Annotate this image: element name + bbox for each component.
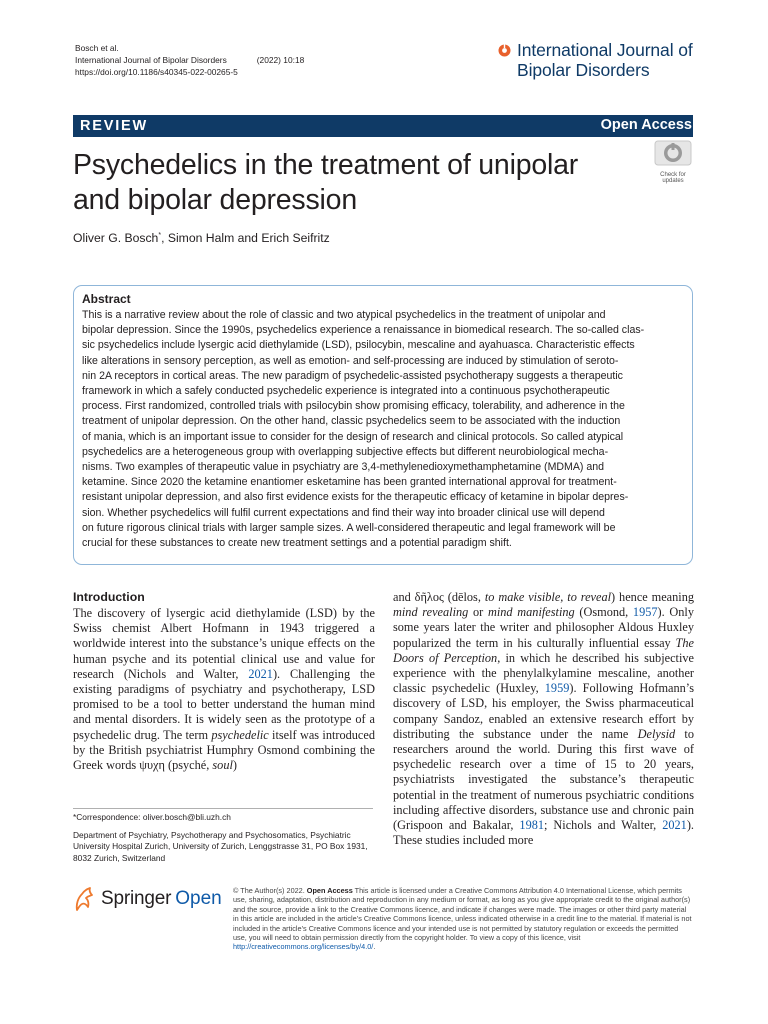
text-run: The discovery of lysergic acid diethylamide (LSD) by the Swiss chemist Albert Hofmann in 1943 triggered a worldwide interest into the substance’s unique effects on the human psyche and its potential clinical use and value for research (Nichols and Walter, (73, 606, 375, 681)
check-for-updates-icon (654, 140, 692, 166)
license-link[interactable]: http://creativecommons.org/licenses/by/4.0/ (233, 942, 374, 952)
article-title (73, 148, 633, 218)
corresponding-mark: * (158, 231, 162, 239)
italic-term: mind manifesting (487, 605, 575, 620)
abstract-line: resistant unipolar depression, and also first evidence exists for the therapeutic efficacy of ketamine in bipolar depres- (82, 491, 629, 504)
first-author[interactable]: Oliver G. Bosch (73, 231, 159, 245)
abstract-line: ketamine. Since 2020 the ketamine enantiomer esketamine has been granted international approval for treatment- (82, 476, 617, 489)
journal-brand-line2: Bipolar Disorders (517, 60, 650, 80)
italic-term: psychedelic (211, 727, 269, 742)
year-volume: (2022) 10:18 (256, 55, 305, 66)
abstract-line: nisms. Two examples of therapeutic value in psychiatry are 3,4-methylenedioxymethamphetamine (MDMA) and (82, 461, 605, 474)
text-run: This article is licensed under a Creative Commons Attribution 4.0 International License, which permits use, sharing, adaptation, distribution and reproduction in any medium or format, as long as you give appropriate credit to the original author(s) and the source, provide a link to the Creative Commons licence, and indicate if changes were made. The images or other third party material in this article are included in the article’s Creative Commons licence, unless indicated otherwise in a credit line to the material. If material is not included in the article’s Creative Commons licence and your intended use is not permitted by statutory regulation or exceeds the permitted use, you will need to obtain permission directly from the copyright holder. To view a copy of this licence, visit (233, 886, 692, 943)
springer-horse-icon (73, 886, 95, 912)
text-run: ) (232, 758, 237, 773)
affiliation-note: Department of Psychiatry, Psychotherapy and Psychosomatics, Psychiatric University Hospital Zurich, University of Zurich, Lenggstrasse 31, PO Box 1931, 8032 Zurich, Switzerland (73, 830, 368, 863)
citation-link[interactable]: 2021 (662, 818, 687, 833)
check-for-updates-line2: updates (662, 178, 684, 185)
abstract-line: sic psychedelics include lysergic acid diethylamide (LSD), psilocybin, mescaline and ayahuasca. Characteristic effects (82, 339, 635, 352)
abstract-line: bipolar depression. Since the 1990s, psychedelics experience a renaissance in biomedical research. The so-called clas- (82, 324, 645, 337)
journal-brand-line1: International Journal of (517, 40, 693, 60)
footnote-divider (73, 808, 373, 809)
text-run: ; Nichols and Walter, (544, 818, 663, 833)
abstract-line: This is a narrative review about the role of classic and two atypical psychedelics in the treatment of unipolar and (82, 309, 606, 321)
check-for-updates-line1: Check for (660, 172, 686, 178)
license-statement (233, 886, 693, 952)
abstract-line: of mania, which is an important issue to consider for the design of research and clinical protocols. So called atypical (82, 430, 624, 443)
title-line-1: Psychedelics in the treatment of unipolar (73, 149, 579, 181)
text-run: . (373, 942, 376, 952)
text-run: , in which he described his subjective experience with the phenylalkylamine mescaline, another classic psychedelic (Huxley, (393, 650, 694, 696)
article-type-label: REVIEW (80, 118, 148, 134)
text-run: (Osmond, (574, 605, 633, 620)
italic-term: soul (212, 758, 233, 773)
italic-term: to make visible, to reveal (484, 590, 612, 604)
introduction-heading: Introduction (73, 590, 145, 604)
title-line-2: and bipolar depression (73, 184, 357, 216)
journal-logo-icon (498, 44, 511, 57)
text-run: © The Author(s) 2022. (233, 886, 307, 895)
text-run: ). Following Hofmann’s discovery of LSD, his employer, the Swiss pharmaceutical company Sandoz, enabled an extensive research effort by distributing the substance under the name (393, 681, 694, 741)
abstract-line: nin 2A receptors in cortical areas. The new paradigm of psychedelic-assisted psychotherapy suggests a therapeutic (82, 369, 623, 382)
citation-link[interactable]: 1959 (544, 681, 570, 696)
text-run: ). These studies included more (393, 818, 694, 848)
publisher-name: Springer (101, 888, 172, 909)
abstract-line: treatment of unipolar depression. On the other hand, classic psychedelics seem to be associated with the induction (82, 415, 621, 428)
citation-link[interactable]: 1981 (519, 818, 545, 833)
journal-line: International Journal of Bipolar Disorders (75, 55, 227, 66)
check-for-updates-badge[interactable] (654, 140, 692, 185)
publisher-suffix: Open (175, 888, 222, 909)
journal-brand[interactable] (498, 40, 693, 80)
text-run: and δῆλος (dēlos, (393, 590, 485, 604)
open-access-bold: Open Access (306, 886, 353, 895)
author-line: Bosch et al. (75, 43, 119, 53)
open-access-label: Open Access (600, 117, 692, 133)
introduction-continuation (393, 590, 694, 848)
text-run: or (468, 605, 488, 620)
italic-term: mind revealing (393, 605, 469, 620)
abstract-line: framework in which a safely conducted psychedelic experience is integrated into a continuous psychotherapeutic (82, 385, 610, 398)
abstract-line: like alterations in sensory perception, as well as emotion- and self-processing are induced by stimulation of seroto- (82, 354, 619, 367)
text-run: ) hence meaning (611, 590, 694, 604)
introduction-paragraph (73, 606, 375, 773)
citation-link[interactable]: 2021 (248, 666, 273, 681)
publisher-logo[interactable] (73, 886, 222, 912)
abstract-line: on future rigorous clinical trials with larger sample sizes. A well-considered therapeutic and legal framework will be (82, 521, 616, 534)
doi-link[interactable]: https://doi.org/10.1186/s40345-022-00265-5 (75, 67, 238, 78)
abstract-body (82, 308, 684, 551)
text-run: to researchers around the world. During this first wave of psychedelic research over a time of 15 to 20 years, psychiatrists investigated the substance’s therapeutic potential in the treatment of numerous psychiatric conditions including affective disorders, substance use and chronic pain (Grispoon and Bakalar, (393, 726, 694, 833)
correspondence-note[interactable]: *Correspondence: oliver.bosch@bli.uzh.ch (73, 812, 231, 822)
author-list (73, 231, 330, 245)
text-run: itself was introduced by the British psychiatrist Humphry Osmond combining the Greek words ψυχη (psyché, (73, 727, 375, 773)
abstract-line: crucial for these substances to create new treatment settings and a potential paradigm shift. (82, 537, 512, 550)
italic-term: The Doors of Perception (393, 635, 694, 665)
citation-link[interactable]: 1957 (632, 605, 658, 620)
text-run: ). Challenging the existing paradigms of psychiatry and psychotherapy, LSD promised to be a tool to better understand the human mind and mental disorders. It is widely seen as the prototype of a psychedelic drug. The term (73, 666, 375, 742)
running-header (75, 42, 304, 79)
italic-term: Delysid (637, 726, 676, 741)
abstract-line: process. First randomized, controlled trials with psilocybin show promising efficacy, tolerability, and adherence in the (82, 400, 625, 413)
abstract-heading: Abstract (82, 292, 131, 306)
abstract-line: psychedelics are a heterogeneous group with overlapping subjective effects but different neurobiological mecha- (82, 445, 609, 458)
other-authors: , Simon Halm and Erich Seifritz (161, 231, 330, 245)
abstract-line: sion. Whether psychedelics will fulfil current expectations and find their way into broader clinical use will depend (82, 506, 605, 519)
text-run: ). Only some years later the writer and philosopher Aldous Huxley popularized the term in his culturally influential essay (393, 605, 694, 650)
